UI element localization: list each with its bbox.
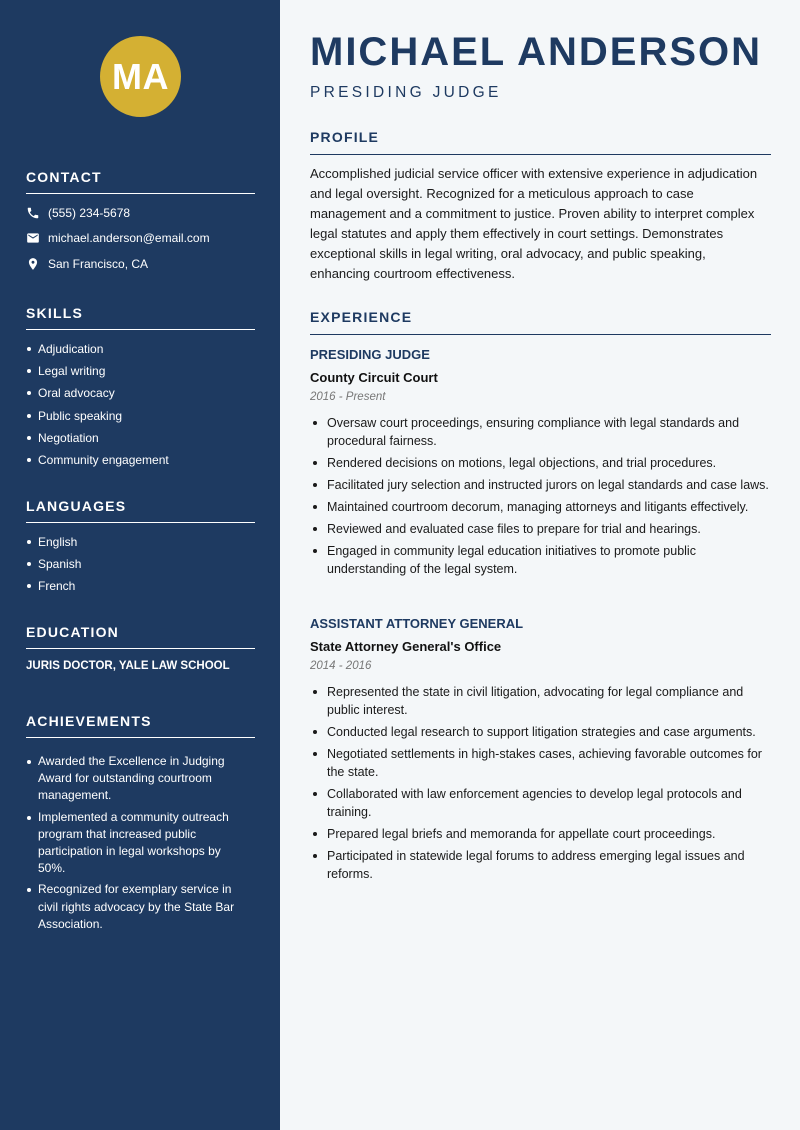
skill-item: Community engagement xyxy=(26,452,255,474)
contact-heading: CONTACT xyxy=(26,169,255,194)
achievements-list xyxy=(26,753,246,937)
email-text: michael.anderson@email.com xyxy=(48,231,210,245)
contact-phone[interactable] xyxy=(26,205,130,221)
achievement-item: Awarded the Excellence in Judging Award for outstanding courtroom management. xyxy=(26,753,246,805)
phone-icon xyxy=(26,206,40,220)
job-bullet: Prepared legal briefs and memoranda for appellate court proceedings. xyxy=(310,825,772,843)
job-dates: 2016 - Present xyxy=(310,391,386,403)
email-icon xyxy=(26,231,40,245)
language-item: French xyxy=(26,578,255,600)
sidebar xyxy=(0,0,280,1130)
skill-item: Adjudication xyxy=(26,341,255,363)
job-title: PRESIDING JUDGE xyxy=(310,347,430,362)
skill-item: Oral advocacy xyxy=(26,385,255,407)
languages-heading: LANGUAGES xyxy=(26,498,255,523)
candidate-role: PRESIDING JUDGE xyxy=(310,84,502,101)
job-bullets xyxy=(310,683,772,887)
skills-heading: SKILLS xyxy=(26,305,255,330)
job-bullet: Participated in statewide legal forums to address emerging legal issues and reforms. xyxy=(310,847,772,883)
experience-heading: EXPERIENCE xyxy=(310,309,771,335)
contact-email[interactable] xyxy=(26,230,210,246)
location-pin-icon xyxy=(26,257,40,271)
job-bullet: Negotiated settlements in high-stakes cases, achieving favorable outcomes for the state. xyxy=(310,745,772,781)
language-item: Spanish xyxy=(26,556,255,578)
phone-text: (555) 234-5678 xyxy=(48,206,131,220)
education-heading: EDUCATION xyxy=(26,624,255,649)
education-item: JURIS DOCTOR, YALE LAW SCHOOL xyxy=(26,660,230,672)
job-bullet: Engaged in community legal education initiatives to promote public understanding of the legal system. xyxy=(310,542,772,578)
job-dates: 2014 - 2016 xyxy=(310,660,372,672)
job-bullet: Conducted legal research to support litigation strategies and case arguments. xyxy=(310,723,772,741)
achievements-heading: ACHIEVEMENTS xyxy=(26,713,255,738)
skill-item: Negotiation xyxy=(26,430,255,452)
language-item: English xyxy=(26,534,255,556)
contact-location xyxy=(26,256,148,272)
job-bullet: Facilitated jury selection and instructed jurors on legal standards and case laws. xyxy=(310,476,772,494)
job-bullet: Maintained courtroom decorum, managing attorneys and litigants effectively. xyxy=(310,498,772,516)
achievement-item: Recognized for exemplary service in civil rights advocacy by the State Bar Association. xyxy=(26,881,246,933)
profile-text: Accomplished judicial service officer with extensive experience in adjudication and legal oversight. Recognized for a meticulous approach to case management and a commitment to justice. Proven ability to interpret complex legal statutes and apply them effectively in court settings. Demonstrates exceptional skills in legal writing, oral advocacy, and public speaking, enhancing courtroom effectiveness. xyxy=(310,166,758,281)
location-text: San Francisco, CA xyxy=(48,257,149,271)
profile-heading: PROFILE xyxy=(310,129,771,155)
job-bullet: Oversaw court proceedings, ensuring compliance with legal standards and procedural fairness. xyxy=(310,414,772,450)
avatar: MA xyxy=(100,36,181,117)
achievement-item: Implemented a community outreach program that increased public participation in legal workshops by 50%. xyxy=(26,809,246,878)
languages-list xyxy=(26,534,255,601)
job-title: ASSISTANT ATTORNEY GENERAL xyxy=(310,616,524,631)
job-company: County Circuit Court xyxy=(310,370,438,385)
skill-item: Public speaking xyxy=(26,408,255,430)
job-bullet: Reviewed and evaluated case files to prepare for trial and hearings. xyxy=(310,520,772,538)
job-bullet: Represented the state in civil litigation, advocating for legal compliance and public interest. xyxy=(310,683,772,719)
skills-list xyxy=(26,341,255,474)
job-bullet: Rendered decisions on motions, legal objections, and trial procedures. xyxy=(310,454,772,472)
job-bullet: Collaborated with law enforcement agencies to develop legal protocols and training. xyxy=(310,785,772,821)
candidate-name: MICHAEL ANDERSON xyxy=(310,30,763,74)
job-bullets xyxy=(310,414,772,582)
skill-item: Legal writing xyxy=(26,363,255,385)
main-content xyxy=(280,0,800,1130)
job-company: State Attorney General's Office xyxy=(310,639,502,654)
